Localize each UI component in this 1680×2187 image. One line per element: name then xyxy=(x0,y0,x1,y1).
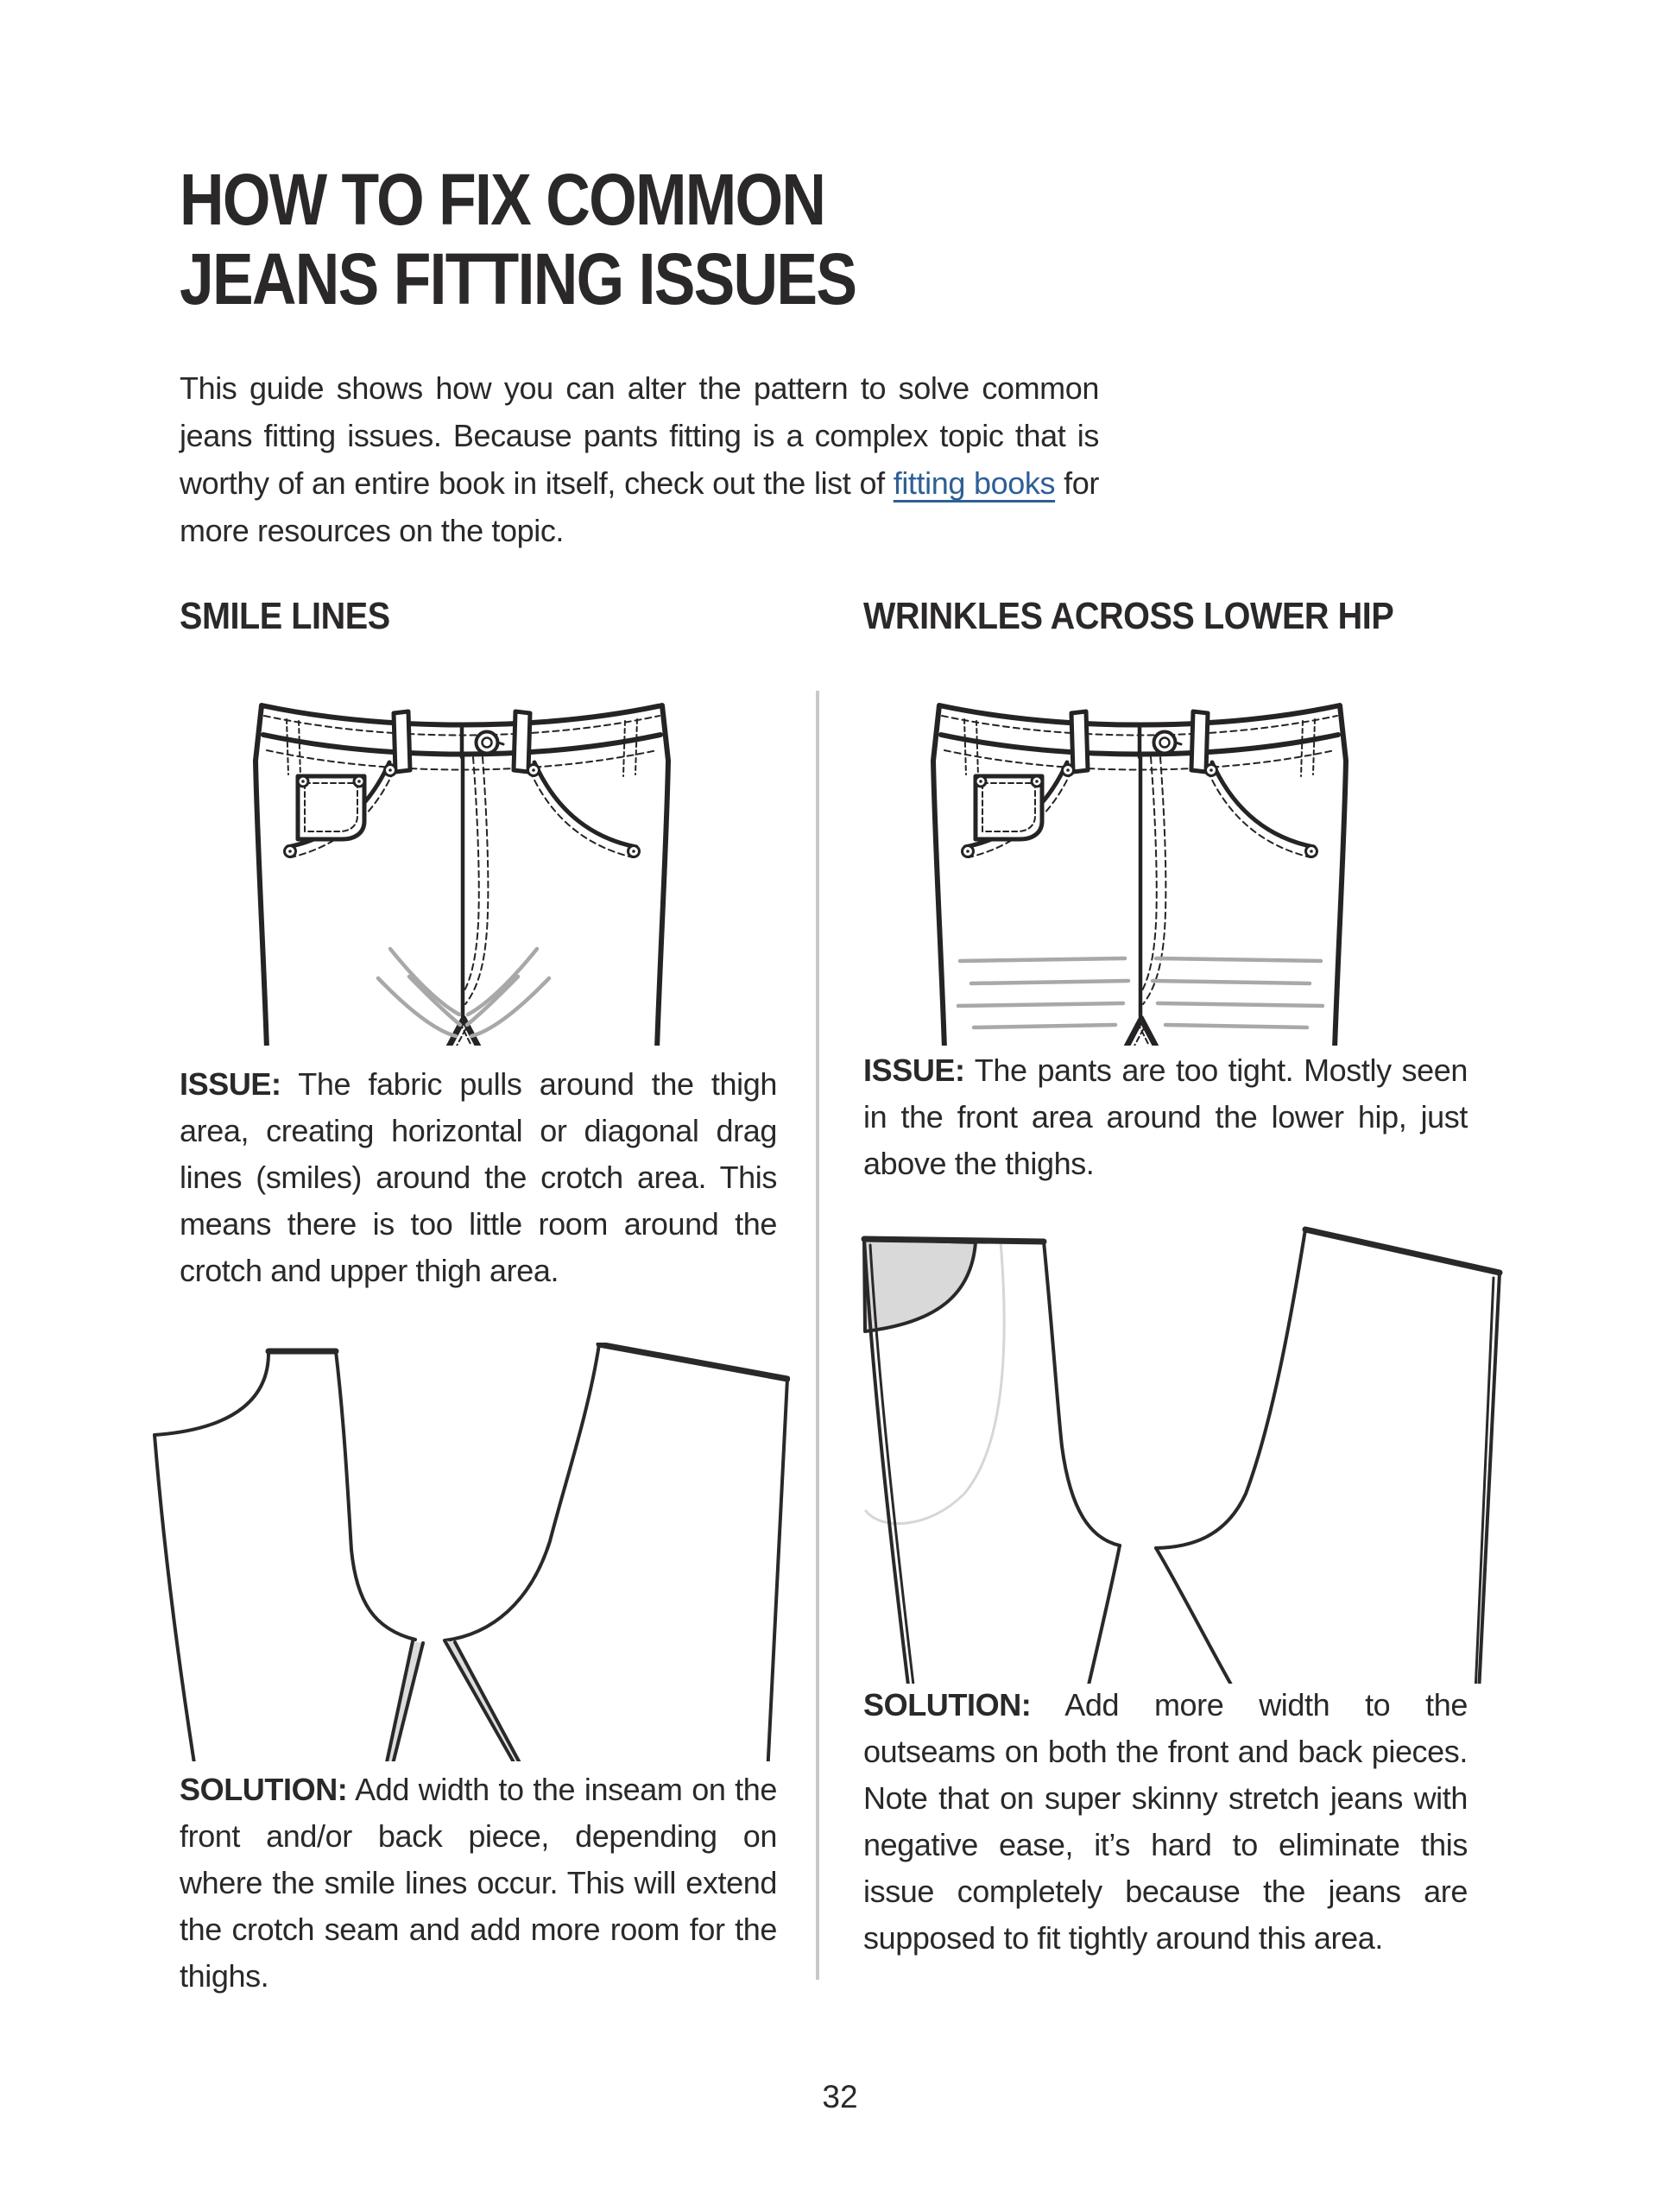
pocket-facing-shade xyxy=(864,1239,976,1331)
pattern-inseam-slash-illustration xyxy=(151,1343,790,1761)
column-divider xyxy=(816,691,819,1980)
solution-label: SOLUTION: xyxy=(180,1772,348,1807)
solution-paragraph-smile-lines xyxy=(180,1767,777,2000)
jeans-front-hip-wrinkles-illustration xyxy=(924,685,1355,1046)
page-number: 32 xyxy=(822,2079,858,2114)
solution-text: Add width to the inseam on the front and/or back piece, depending on where the smile lines occur. This will extend the crotch seam and add more room for the thighs. xyxy=(180,1772,777,1994)
page-title xyxy=(180,160,856,319)
pattern-outseam-width-illustration xyxy=(859,1226,1506,1684)
solution-label: SOLUTION: xyxy=(863,1687,1032,1722)
fitting-books-link[interactable]: fitting books xyxy=(893,465,1056,501)
jeans-front-smile-lines-illustration xyxy=(246,685,678,1046)
page-title-line2: JEANS FITTING ISSUES xyxy=(180,238,856,319)
issue-label: ISSUE: xyxy=(863,1052,965,1088)
issue-text: The pants are too tight. Mostly seen in the front area around the lower hip, just above the thighs. xyxy=(863,1052,1468,1181)
issue-paragraph-smile-lines xyxy=(180,1061,777,1294)
section-heading-smile-lines: SMILE LINES xyxy=(180,595,390,637)
intro-paragraph xyxy=(180,364,1099,554)
issue-label: ISSUE: xyxy=(180,1066,281,1102)
page-title-line1: HOW TO FIX COMMON xyxy=(180,159,825,240)
solution-text: Add more width to the outseams on both the front and back pieces. Note that on super skinny stretch jeans with negative ease, it’s hard to eliminate this issue completely because the jeans are supposed to fit tightly around this area. xyxy=(863,1687,1468,1956)
issue-text: The fabric pulls around the thigh area, creating horizontal or diagonal drag lines (smiles) around the crotch area. This means there is too little room around the crotch and upper thigh area. xyxy=(180,1066,777,1288)
section-heading-wrinkles-lower-hip: WRINKLES ACROSS LOWER HIP xyxy=(863,595,1394,637)
issue-paragraph-wrinkles xyxy=(863,1047,1468,1187)
intro-text-after-link: for more resources on the topic. xyxy=(180,465,1099,548)
solution-paragraph-wrinkles xyxy=(863,1682,1468,1962)
intro-text-before-link: This guide shows how you can alter the pattern to solve common jeans fitting issues. Because pants fitting is a complex topic that is worthy of an entire book in itself, check out the list of xyxy=(180,370,1099,501)
